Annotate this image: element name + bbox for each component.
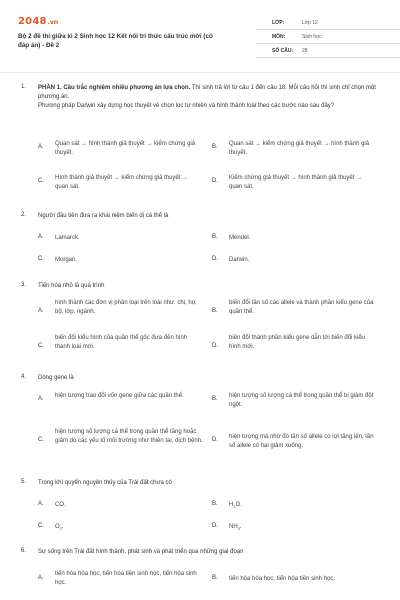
meta-row-count xyxy=(256,44,400,58)
logo-domain: .vn xyxy=(47,19,59,26)
option-letter: D. xyxy=(212,256,218,262)
question-prompt: Dòng gene là xyxy=(38,375,74,381)
meta-value: Sinh học xyxy=(302,34,322,40)
option-text: hiện tượng trao đổi vốn gene giữa các quần thể. xyxy=(55,393,184,399)
option-letter: A. xyxy=(38,234,44,240)
question-prompt: Người đầu tiên đưa ra khái niệm biến dị cá thể là xyxy=(38,213,169,219)
option-letter: D. xyxy=(212,178,218,184)
meta-value: Lớp 12 xyxy=(302,20,318,26)
formula-tail: . xyxy=(239,524,242,530)
page-title: Bộ 2 đề thi giữa kì 2 Sinh học 12 Kết nối tri thức cấu trúc mới (có đáp án) - Đề 2 xyxy=(18,33,213,49)
option-letter: C. xyxy=(38,256,44,262)
formula-base: NH xyxy=(229,524,238,530)
option-letter: B. xyxy=(212,396,218,402)
part-heading: PHẦN 1. Câu trắc nghiệm nhiều phương án lựa chọn. xyxy=(38,85,191,91)
option-text: Kiểm chứng giả thuyết → hình thành giả thuyết → quan sát. xyxy=(229,175,363,190)
option-letter: A. xyxy=(38,308,44,314)
formula-base: O xyxy=(55,524,60,530)
option-text: hiện tượng mà nhờ đó tần số allele có lợi tăng lên, tần số allele có hại giảm xuống. xyxy=(229,434,374,449)
meta-label: SỐ CÂU: xyxy=(272,48,294,54)
formula-tail: O. xyxy=(235,502,242,508)
question-number: 4. xyxy=(21,374,27,380)
option-text: tiến hóa hóa học, tiến hóa tiền sinh học, tiến hóa sinh học. xyxy=(55,571,197,586)
question-text xyxy=(38,84,384,111)
option-text: Lamarck. xyxy=(55,235,80,241)
option-text: biến đổi thành phần kiểu gene dẫn tới biến đổi kiểu hình mới. xyxy=(229,335,366,350)
exam-meta xyxy=(256,16,400,58)
option-text: Mendel. xyxy=(229,235,251,241)
option-letter: D. xyxy=(212,437,218,443)
formula-tail: . xyxy=(61,524,64,530)
question-prompt: Tiến hóa nhỏ là quá trình xyxy=(38,283,105,289)
option-letter: D. xyxy=(212,523,218,529)
meta-label: LỚP: xyxy=(272,20,285,26)
option-letter: A. xyxy=(38,144,44,150)
option-letter: C. xyxy=(38,437,44,443)
question-number: 3. xyxy=(21,282,27,288)
meta-label: MÔN: xyxy=(272,34,286,40)
option-text: hiện tượng số lượng cá thể trong quần thể tăng hoặc giảm do các yếu tố môi trường như thiên tai, dịch bệnh. xyxy=(55,429,203,444)
question-number: 2. xyxy=(21,212,27,218)
logo-text: 2048 xyxy=(18,16,47,27)
option-letter: A. xyxy=(38,396,44,402)
formula-subscript: 3 xyxy=(237,526,240,532)
option-text: Morgan. xyxy=(55,257,78,263)
option-text: CO. xyxy=(55,502,66,508)
option-letter: B. xyxy=(212,308,218,314)
question-prompt: Phương pháp Darwin xây dựng học thuyết về chọn lọc tự nhiên và hình thành loài theo các bước nào sau đây? xyxy=(38,103,335,109)
option-text: biến đổi tần số các allele và thành phần kiểu gene của quần thể. xyxy=(229,300,374,315)
option-letter: D. xyxy=(212,343,218,349)
option-letter: B. xyxy=(212,501,218,507)
option-letter: C. xyxy=(38,178,44,184)
meta-row-subject xyxy=(256,30,400,44)
formula-subscript: 2 xyxy=(233,504,236,510)
option-letter: B. xyxy=(212,144,218,150)
page-header xyxy=(18,16,384,60)
question-number: 6. xyxy=(21,548,27,554)
site-logo[interactable] xyxy=(18,16,58,28)
option-text: hình thành các đơn vị phân loại trên loài như: chi, họ, bộ, lớp, ngành. xyxy=(55,300,197,315)
formula-base: H xyxy=(229,502,234,508)
formula-subscript: 2 xyxy=(59,526,62,532)
question-prompt: Trong khí quyển nguyên thủy của Trái đất chưa có xyxy=(38,480,172,486)
option-letter: A. xyxy=(38,501,44,507)
question-prompt: Sự sống trên Trái đất hình thành, phát sinh và phát triển qua những giai đoạn xyxy=(38,549,244,555)
meta-row-class xyxy=(256,16,400,30)
option-text xyxy=(229,523,377,533)
option-text: Darwin. xyxy=(229,257,250,263)
option-text xyxy=(55,523,203,533)
option-text: tiến hóa hóa học, tiến hóa tiền sinh học. xyxy=(229,576,336,582)
part-instructions: Thí sinh trả lời từ câu 1 đến câu 18. Mỗi câu hỏi thí sinh chỉ chọn một phương án. xyxy=(38,85,376,100)
option-letter: C. xyxy=(38,343,44,349)
option-letter: A. xyxy=(38,575,44,581)
option-letter: B. xyxy=(212,234,218,240)
option-letter: C. xyxy=(38,523,44,529)
option-text: Quan sát → kiểm chứng giả thuyết → hình thành giả thuyết. xyxy=(229,141,370,156)
question-number: 5. xyxy=(21,479,27,485)
header-divider xyxy=(0,72,400,73)
option-text xyxy=(229,501,377,511)
option-letter: B. xyxy=(212,575,218,581)
option-text: hiện tượng số lượng cá thể trong quần thể bị giảm đột ngột. xyxy=(229,393,374,408)
option-text: biến đổi kiểu hình của quần thể gốc đưa đến hình thành loài mới. xyxy=(55,335,188,350)
option-text: Quan sát → hình thành giả thuyết → kiểm chứng giả thuyết. xyxy=(55,141,196,156)
meta-value: 28 xyxy=(302,48,308,54)
question-number: 1. xyxy=(21,84,27,90)
option-text: Hình thành giả thuyết → kiểm chứng giả thuyết → quan sát. xyxy=(55,175,189,190)
